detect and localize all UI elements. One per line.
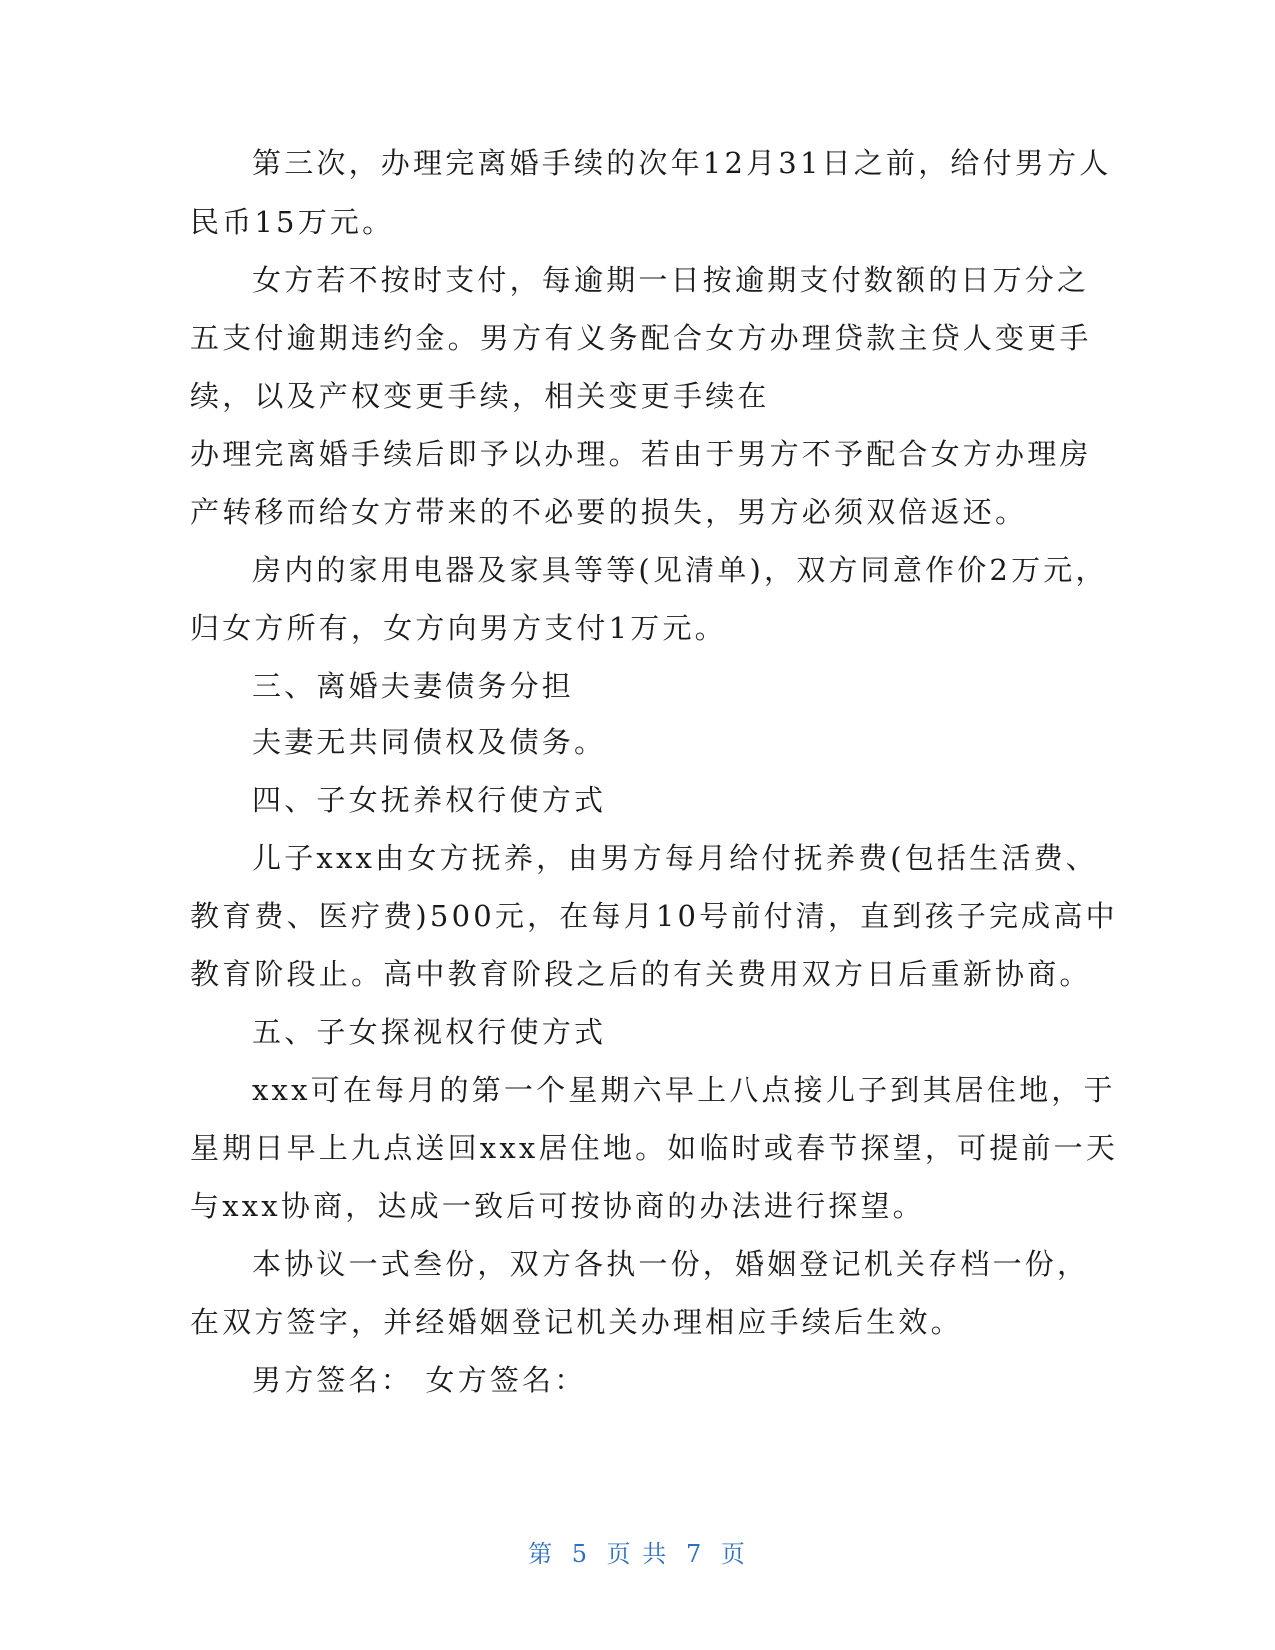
section-heading-visitation: 五、子女探视权行使方式 <box>252 1015 607 1049</box>
paragraph-line: 房内的家用电器及家具等等(见清单)，双方同意作价2万元， <box>252 553 1108 587</box>
section-heading-debt: 三、离婚夫妻债务分担 <box>252 669 575 703</box>
paragraph-line: 本协议一式叁份，双方各执一份，婚姻登记机关存档一份， <box>252 1247 1090 1281</box>
paragraph-line: 第三次，办理完离婚手续的次年12月31日之前，给付男方人 <box>252 146 1112 180</box>
page-footer <box>0 1538 1275 1570</box>
paragraph-line: 教育费、医疗费)500元，在每月10号前付清，直到孩子完成高中 <box>190 899 1118 933</box>
footer-current-page: 5 <box>571 1540 590 1568</box>
paragraph-line: 夫妻无共同债权及债务。 <box>252 725 607 759</box>
paragraph-line: 民币15万元。 <box>190 205 395 239</box>
signature-line: 男方签名： 女方签名： <box>252 1363 587 1397</box>
paragraph-line: 儿子xxx由女方抚养，由男方每月给付抚养费(包括生活费、 <box>252 841 1098 875</box>
paragraph-line: 续，以及产权变更手续，相关变更手续在 <box>190 379 770 413</box>
footer-suffix: 页 <box>720 1540 747 1568</box>
paragraph-line: 教育阶段止。高中教育阶段之后的有关费用双方日后重新协商。 <box>190 957 1092 991</box>
paragraph-line: 产转移而给女方带来的不必要的损失，男方必须双倍返还。 <box>190 495 1028 529</box>
paragraph-line: 归女方所有，女方向男方支付1万元。 <box>190 611 727 645</box>
paragraph-line: 星期日早上九点送回xxx居住地。如临时或春节探望，可提前一天 <box>190 1131 1119 1165</box>
paragraph-line: 办理完离婚手续后即予以办理。若由于男方不予配合女方办理房 <box>190 437 1092 471</box>
footer-prefix: 第 <box>528 1540 555 1568</box>
paragraph-line: 在双方签字，并经婚姻登记机关办理相应手续后生效。 <box>190 1305 963 1339</box>
paragraph-line: xxx可在每月的第一个星期六早上八点接儿子到其居住地，于 <box>252 1073 1116 1107</box>
footer-middle: 页 共 <box>606 1540 669 1568</box>
section-heading-custody: 四、子女抚养权行使方式 <box>252 783 607 817</box>
paragraph-line: 五支付逾期违约金。男方有义务配合女方办理贷款主贷人变更手 <box>190 321 1092 355</box>
paragraph-line: 与xxx协商，达成一致后可按协商的办法进行探望。 <box>190 1189 925 1223</box>
paragraph-line: 女方若不按时支付，每逾期一日按逾期支付数额的日万分之 <box>252 263 1090 297</box>
footer-total-pages: 7 <box>685 1540 704 1568</box>
